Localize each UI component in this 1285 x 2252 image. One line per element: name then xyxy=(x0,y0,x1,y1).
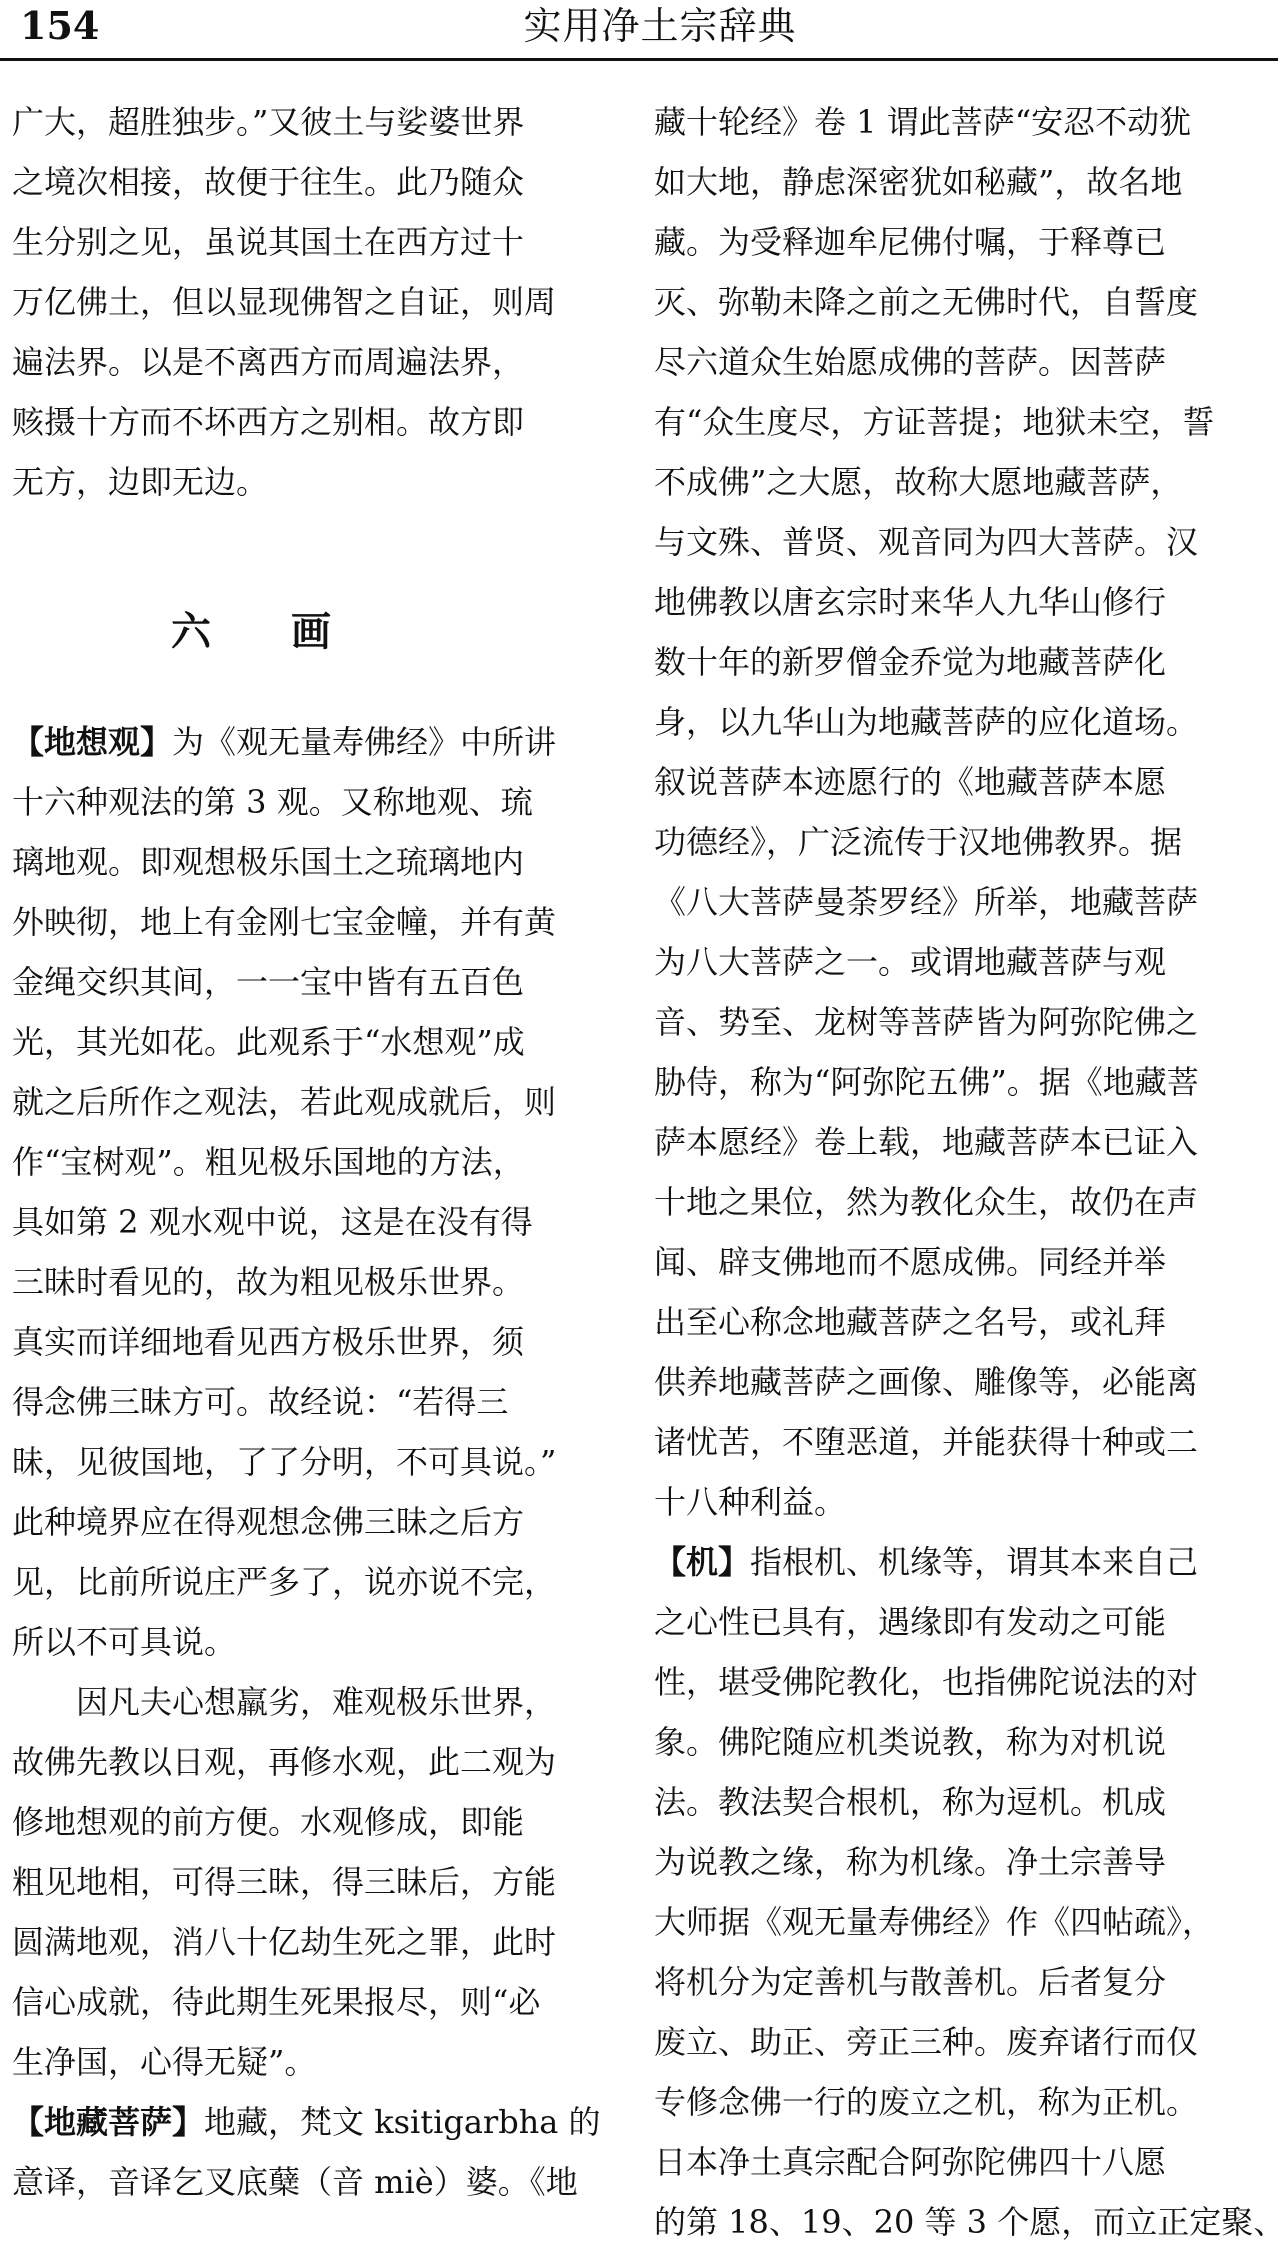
text-line: 藏。为受释迦牟尼佛付嘱，于释尊已 xyxy=(654,223,1167,261)
text-line: 真实而详细地看见西方极乐世界，须 xyxy=(12,1323,525,1361)
text-line: 闻、辟支佛地而不愿成佛。同经并举 xyxy=(654,1243,1167,1281)
text-line: 故佛先教以日观，再修水观，此二观为 xyxy=(12,1743,557,1781)
text-line: 就之后所作之观法，若此观成就后，则 xyxy=(12,1083,557,1121)
text-line: 圆满地观，消八十亿劫生死之罪，此时 xyxy=(12,1923,557,1961)
entry-first-line xyxy=(12,2092,601,2152)
text-line: 法。教法契合根机，称为逗机。机成 xyxy=(654,1783,1167,1821)
text-line: 的第 18、19、20 等 3 个愿，而立正定聚、 xyxy=(654,2203,1285,2241)
text-line: 修地想观的前方便。水观修成，即能 xyxy=(12,1803,525,1841)
text-line: 出至心称念地藏菩萨之名号，或礼拜 xyxy=(654,1303,1167,1341)
text-line: 供养地藏菩萨之画像、雕像等，必能离 xyxy=(654,1363,1199,1401)
entry-first-line xyxy=(12,712,557,772)
text-line: 所以不可具说。 xyxy=(12,1623,237,1661)
entry-headword: 【地藏菩萨】 xyxy=(12,2103,205,2141)
text-line: 功德经》，广泛流传于汉地佛教界。据 xyxy=(654,823,1183,861)
text-line: 十地之果位，然为教化众生，故仍在声 xyxy=(654,1183,1199,1221)
text-line: 性，堪受佛陀教化，也指佛陀说法的对 xyxy=(654,1663,1199,1701)
section-heading: 六画 xyxy=(171,608,411,655)
text-line: 之境次相接，故便于往生。此乃随众 xyxy=(12,163,525,201)
text-line: 大师据《观无量寿佛经》作《四帖疏》， xyxy=(654,1903,1215,1941)
text-line: 十八种利益。 xyxy=(654,1483,847,1521)
text-line: 作“宝树观”。粗见极乐国地的方法， xyxy=(12,1143,525,1181)
text-line: 意译，音译乞叉底蘖（音 miè）婆。《地 xyxy=(12,2163,578,2201)
text-line: 见，比前所说庄严多了，说亦说不完， xyxy=(12,1563,557,1601)
text-line: 萨本愿经》卷上载，地藏菩萨本已证入 xyxy=(654,1123,1199,1161)
text-line: 胁侍，称为“阿弥陀五佛”。据《地藏菩 xyxy=(654,1063,1199,1101)
text-line: 将机分为定善机与散善机。后者复分 xyxy=(654,1963,1167,2001)
text-line: 地佛教以唐玄宗时来华人九华山修行 xyxy=(654,583,1167,621)
text-line: 为说教之缘，称为机缘。净土宗善导 xyxy=(654,1843,1167,1881)
text-line: 诸忧苦，不堕恶道，并能获得十种或二 xyxy=(654,1423,1199,1461)
text-line: 之心性已具有，遇缘即有发动之可能 xyxy=(654,1603,1167,1641)
text-line: 此种境界应在得观想念佛三昧之后方 xyxy=(12,1503,525,1541)
text-line: 为八大菩萨之一。或谓地藏菩萨与观 xyxy=(654,943,1167,981)
left-column xyxy=(12,92,601,2212)
page-number: 154 xyxy=(20,3,100,48)
text-line: 日本净土真宗配合阿弥陀佛四十八愿 xyxy=(654,2143,1167,2181)
text-line: 象。佛陀随应机类说教，称为对机说 xyxy=(654,1723,1167,1761)
text-line: 十六种观法的第 3 观。又称地观、琉 xyxy=(12,783,533,821)
text-line: 有“众生度尽，方证菩提；地狱未空，誓 xyxy=(654,403,1215,441)
text-line: 如大地，静虑深密犹如秘藏”，故名地 xyxy=(654,163,1183,201)
entry-headword: 【机】 xyxy=(654,1543,751,1581)
text-line: 万亿佛土，但以显现佛智之自证，则周 xyxy=(12,283,557,321)
entry-text: 指根机、机缘等，谓其本来自己 xyxy=(750,1543,1199,1581)
running-title: 实用净土宗辞典 xyxy=(523,4,797,48)
text-line: 得念佛三昧方可。故经说：“若得三 xyxy=(12,1383,509,1421)
text-line: 身，以九华山为地藏菩萨的应化道场。 xyxy=(654,703,1199,741)
text-line: 三昧时看见的，故为粗见极乐世界。 xyxy=(12,1263,525,1301)
text-line: 《八大菩萨曼荼罗经》所举，地藏菩萨 xyxy=(654,883,1199,921)
header-rule xyxy=(0,58,1278,61)
text-line: 光，其光如花。此观系于“水想观”成 xyxy=(12,1023,525,1061)
text-line: 粗见地相，可得三昧，得三昧后，方能 xyxy=(12,1863,557,1901)
entry-text: 为《观无量寿佛经》中所讲 xyxy=(172,723,557,761)
text-line: 遍法界。以是不离西方而周遍法界， xyxy=(12,343,525,381)
text-line: 音、势至、龙树等菩萨皆为阿弥陀佛之 xyxy=(654,1003,1199,1041)
text-line: 璃地观。即观想极乐国土之琉璃地内 xyxy=(12,843,525,881)
text-line: 无方，边即无边。 xyxy=(12,463,269,501)
text-line: 藏十轮经》卷 1 谓此菩萨“安忍不动犹 xyxy=(654,103,1192,141)
text-line: 广大，超胜独步。”又彼土与娑婆世界 xyxy=(12,103,525,141)
text-line: 与文殊、普贤、观音同为四大菩萨。汉 xyxy=(654,523,1199,561)
text-line: 不成佛”之大愿，故称大愿地藏菩萨， xyxy=(654,463,1183,501)
text-line: 赅摄十方而不坏西方之别相。故方即 xyxy=(12,403,525,441)
text-line: 信心成就，待此期生死果报尽，则“必 xyxy=(12,1983,541,2021)
text-line: 尽六道众生始愿成佛的菩萨。因菩萨 xyxy=(654,343,1167,381)
text-line: 生分别之见，虽说其国土在西方过十 xyxy=(12,223,525,261)
text-line: 灭、弥勒未降之前之无佛时代，自誓度 xyxy=(654,283,1199,321)
entry-headword: 【地想观】 xyxy=(12,723,173,761)
entry-text: 地藏，梵文 ksitigarbha 的 xyxy=(204,2103,601,2141)
page-header xyxy=(0,0,1278,66)
text-line: 昧，见彼国地，了了分明，不可具说。” xyxy=(12,1443,557,1481)
text-line: 数十年的新罗僧金乔觉为地藏菩萨化 xyxy=(654,643,1167,681)
text-line: 具如第 2 观水观中说，这是在没有得 xyxy=(12,1203,533,1241)
entry-first-line xyxy=(654,1532,1199,1592)
text-line: 金绳交织其间，一一宝中皆有五百色 xyxy=(12,963,525,1001)
text-line: 专修念佛一行的废立之机，称为正机。 xyxy=(654,2083,1199,2121)
text-line: 生净国，心得无疑”。 xyxy=(12,2043,317,2081)
text-line: 废立、助正、旁正三种。废弃诸行而仅 xyxy=(654,2023,1199,2061)
text-line: 因凡夫心想羸劣，难观极乐世界， xyxy=(76,1683,557,1721)
text-line: 外映彻，地上有金刚七宝金幢，并有黄 xyxy=(12,903,557,941)
right-column xyxy=(654,92,1285,2252)
text-line: 叙说菩萨本迹愿行的《地藏菩萨本愿 xyxy=(654,763,1167,801)
